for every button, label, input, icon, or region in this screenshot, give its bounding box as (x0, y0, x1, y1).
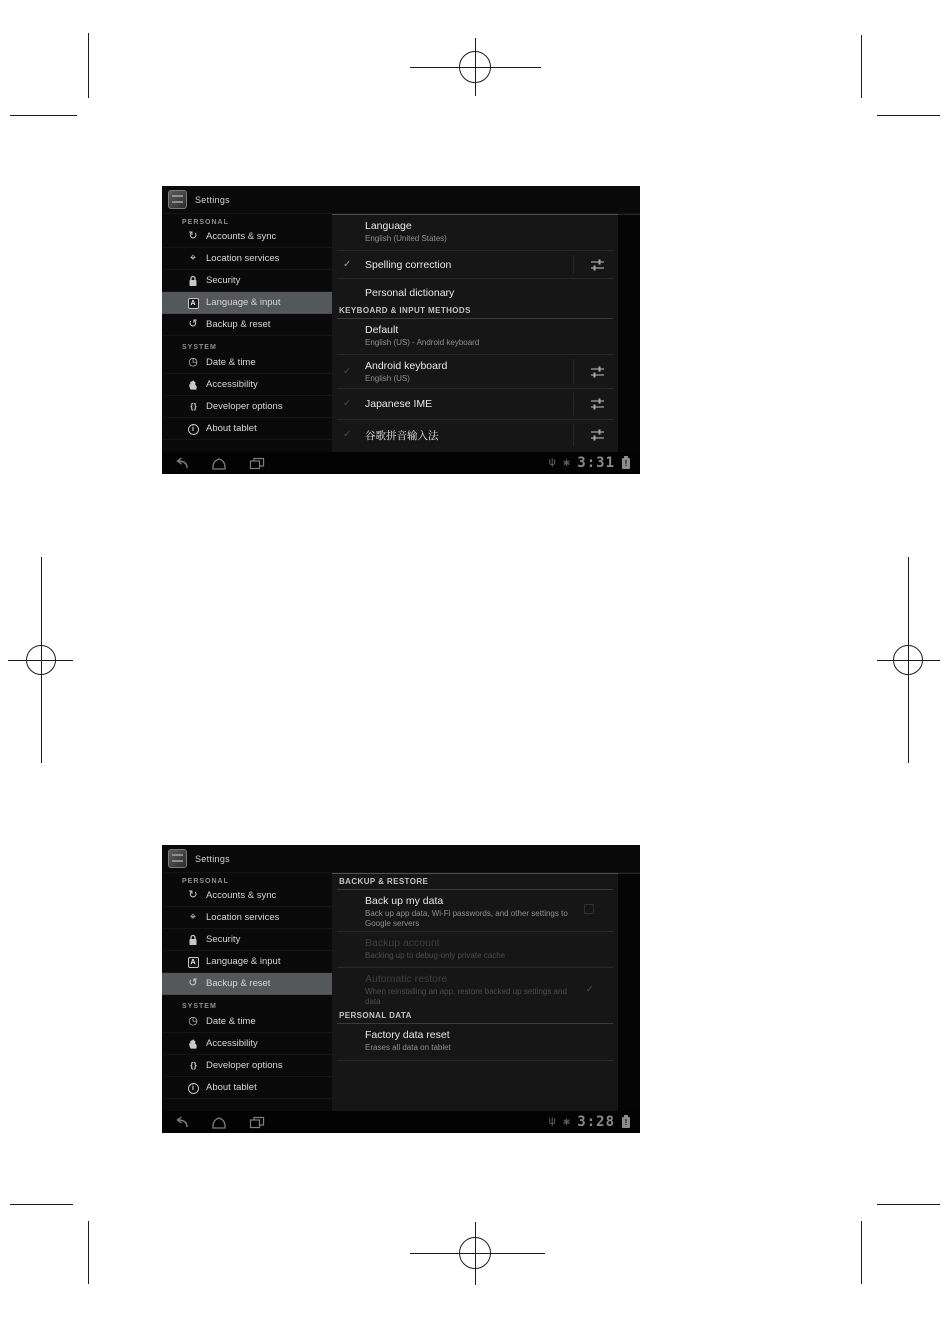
android-keyboard-row[interactable] (332, 355, 618, 388)
row-title: Android keyboard (365, 360, 448, 372)
braces-icon: { } (190, 1060, 196, 1070)
settings-sliders-icon[interactable] (590, 429, 605, 442)
settings-sliders-icon[interactable] (590, 365, 605, 378)
check-icon[interactable]: ✓ (343, 258, 352, 270)
sidebar-item-label: About tablet (206, 1082, 257, 1093)
sidebar-item-label: Language & input (206, 956, 281, 967)
sidebar-item-label: Language & input (206, 297, 281, 308)
row-separator (573, 393, 574, 415)
row-title: 谷歌拼音输入法 (365, 429, 439, 442)
row-separator (573, 359, 574, 384)
row-separator (573, 424, 574, 446)
screenshot-backup-reset (162, 845, 640, 1133)
personal-dictionary-row[interactable] (332, 279, 618, 306)
registration-circle (459, 1237, 491, 1269)
sidebar-item-label: Location services (206, 253, 280, 264)
settings-app-icon (168, 849, 187, 868)
pinyin-ime-row[interactable] (332, 420, 618, 450)
info-icon: i (186, 423, 200, 435)
registration-mark (861, 35, 862, 98)
notification-icon: ✱ (562, 1116, 571, 1127)
sidebar-item-label: About tablet (206, 423, 257, 434)
check-icon[interactable]: ✓ (343, 429, 352, 440)
row-title: Personal dictionary (365, 286, 455, 299)
back-button[interactable] (172, 457, 189, 470)
sidebar-item-accounts-sync[interactable] (162, 226, 332, 248)
row-title: Factory data reset (365, 1029, 450, 1041)
sidebar-item-label: Accounts & sync (206, 890, 277, 901)
automatic-restore-row[interactable] (332, 968, 618, 1012)
divider (337, 1060, 613, 1061)
sidebar-section-system: SYSTEM (182, 1003, 217, 1010)
sidebar-item-label: Developer options (206, 1060, 283, 1071)
sidebar-item-label: Date & time (206, 1016, 256, 1027)
app-title: Settings (195, 194, 230, 205)
sidebar-item-label: Backup & reset (206, 978, 271, 989)
sidebar-section-system: SYSTEM (182, 344, 217, 351)
section-header-keyboard: KEYBOARD & INPUT METHODS (337, 306, 613, 319)
sidebar-item-security[interactable] (162, 929, 332, 951)
battery-icon: ! (622, 458, 630, 469)
sidebar-section-personal: PERSONAL (182, 878, 229, 885)
title-bar (162, 186, 640, 214)
hand-icon (186, 379, 200, 391)
recents-button[interactable] (249, 1116, 265, 1129)
sidebar-item-label: Date & time (206, 357, 256, 368)
language-icon: A (186, 297, 200, 309)
row-subtitle: Backing up to debug-only private cache (365, 951, 506, 960)
row-subtitle: English (United States) (365, 234, 447, 243)
sidebar-item-language-input[interactable] (162, 951, 332, 973)
row-title: Language (365, 220, 412, 232)
check-icon[interactable]: ✓ (343, 398, 352, 409)
sync-icon: ↻ (188, 230, 198, 242)
registration-mark (877, 1204, 940, 1205)
row-title: Backup account (365, 937, 440, 949)
registration-mark (861, 1221, 862, 1284)
sidebar-item-label: Security (206, 934, 241, 945)
sidebar-item-about-tablet[interactable] (162, 1077, 332, 1099)
registration-circle (893, 645, 923, 675)
backup-icon: ↺ (188, 318, 198, 330)
lock-icon (186, 275, 200, 287)
backup-reset-panel (332, 873, 618, 1111)
registration-mark (88, 1221, 89, 1284)
clock-icon: ◷ (188, 356, 198, 368)
sidebar-item-accessibility[interactable] (162, 1033, 332, 1055)
lock-icon (186, 934, 200, 946)
sync-icon: ↻ (188, 889, 198, 901)
home-button[interactable] (211, 457, 227, 470)
panel-edge (618, 873, 640, 1111)
sidebar-item-backup-reset[interactable] (162, 973, 332, 995)
clock-icon: ◷ (188, 1015, 198, 1027)
settings-sliders-icon[interactable] (590, 398, 605, 411)
settings-sidebar (162, 214, 332, 452)
back-button[interactable] (172, 1116, 189, 1129)
row-subtitle: English (US) (365, 374, 410, 383)
sidebar-item-label: Accessibility (206, 379, 258, 390)
info-icon: i (186, 1082, 200, 1094)
settings-app-icon (168, 190, 187, 209)
row-title: Automatic restore (365, 973, 448, 985)
row-title: Spelling correction (365, 258, 452, 271)
status-area (549, 455, 630, 471)
default-keyboard-row[interactable] (332, 319, 618, 354)
status-clock[interactable]: 3:28 (577, 1114, 615, 1130)
sidebar-item-label: Developer options (206, 401, 283, 412)
status-clock[interactable]: 3:31 (577, 455, 615, 471)
japanese-ime-row[interactable] (332, 389, 618, 419)
notification-icon: ✱ (562, 457, 571, 468)
battery-icon: ! (622, 1117, 630, 1128)
registration-mark (10, 1204, 73, 1205)
backup-account-row[interactable] (332, 932, 618, 967)
sidebar-section-personal: PERSONAL (182, 219, 229, 226)
registration-mark (10, 115, 77, 116)
title-bar (162, 845, 640, 873)
sidebar-item-date-time[interactable] (162, 1011, 332, 1033)
factory-data-reset-row[interactable] (332, 1024, 618, 1060)
recents-button[interactable] (249, 457, 265, 470)
checkbox[interactable] (584, 904, 594, 914)
row-title: Default (365, 324, 399, 336)
check-icon[interactable]: ✓ (343, 365, 352, 377)
sidebar-item-language-input[interactable] (162, 292, 332, 314)
system-bar (162, 452, 640, 474)
row-separator (573, 255, 574, 274)
row-subtitle: English (US) - Android keyboard (365, 338, 480, 347)
sidebar-item-accounts-sync[interactable] (162, 885, 332, 907)
braces-icon: { } (190, 401, 196, 411)
sidebar-item-developer-options[interactable] (162, 1055, 332, 1077)
status-area (549, 1114, 630, 1130)
section-header-personal-data: PERSONAL DATA (337, 1012, 613, 1024)
backup-my-data-row[interactable] (332, 890, 618, 931)
registration-mark (877, 115, 940, 116)
sidebar-item-date-time[interactable] (162, 352, 332, 374)
settings-sliders-icon[interactable] (590, 258, 605, 271)
language-input-panel (332, 214, 618, 452)
hand-icon (186, 1038, 200, 1050)
registration-mark (88, 33, 89, 98)
location-icon: ⌖ (189, 911, 197, 923)
sidebar-item-developer-options[interactable] (162, 396, 332, 418)
spelling-correction-row[interactable] (332, 251, 618, 278)
sidebar-item-label: Accounts & sync (206, 231, 277, 242)
sidebar-item-accessibility[interactable] (162, 374, 332, 396)
sidebar-item-backup-reset[interactable] (162, 314, 332, 336)
system-bar (162, 1111, 640, 1133)
sidebar-item-label: Accessibility (206, 1038, 258, 1049)
registration-circle (459, 51, 491, 83)
panel-edge (618, 214, 640, 452)
sidebar-item-label: Location services (206, 912, 280, 923)
screenshot-language-input (162, 186, 640, 474)
registration-circle (26, 645, 56, 675)
sidebar-item-security[interactable] (162, 270, 332, 292)
backup-icon: ↺ (188, 977, 198, 989)
sidebar-item-label: Backup & reset (206, 319, 271, 330)
language-icon: A (186, 956, 200, 968)
usb-icon: ψ (548, 457, 556, 468)
home-button[interactable] (211, 1116, 227, 1129)
row-subtitle: Erases all data on tablet (365, 1043, 451, 1052)
language-row[interactable] (332, 215, 618, 250)
settings-sidebar (162, 873, 332, 1111)
sidebar-item-about-tablet[interactable] (162, 418, 332, 440)
section-header-backup-restore: BACKUP & RESTORE (337, 874, 613, 890)
check-icon: ✓ (585, 984, 594, 995)
sidebar-item-location-services[interactable] (162, 248, 332, 270)
sidebar-item-label: Security (206, 275, 241, 286)
row-subtitle: Back up app data, Wi-Fi passwords, and other settings to Google servers (365, 909, 568, 928)
location-icon: ⌖ (189, 252, 197, 264)
row-title: Back up my data (365, 895, 444, 907)
row-title: Japanese IME (365, 398, 433, 410)
sidebar-item-location-services[interactable] (162, 907, 332, 929)
app-title: Settings (195, 853, 230, 864)
usb-icon: ψ (548, 1116, 556, 1127)
row-subtitle: When reinstalling an app, restore backed up settings and data (365, 987, 567, 1006)
